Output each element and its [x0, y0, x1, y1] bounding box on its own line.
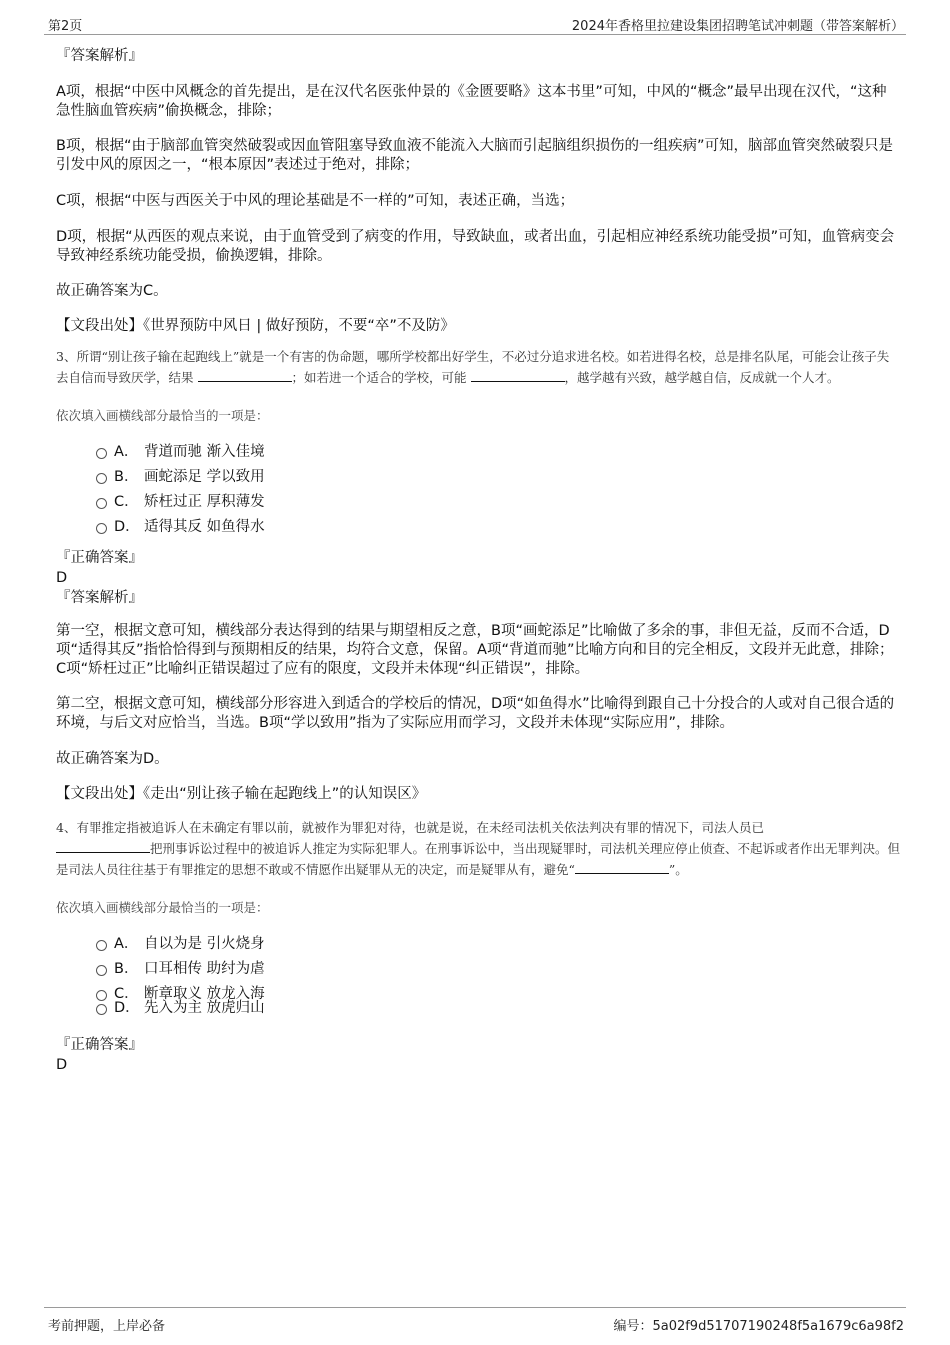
- conclusion: 故正确答案为D。: [56, 751, 169, 767]
- analysis-label: 『答案解析』: [56, 590, 143, 606]
- analysis-paragraph: D项，根据“从西医的观点来说，由于血管受到了病变的作用，导致缺血，或者出血，引起相应神经系统功能受损”可知，血管病变会导致神经系统功能受损，偷换逻辑，排除。: [56, 229, 895, 264]
- analysis-paragraph: C项，根据“中医与西医关于中风的理论基础是不一样的”可知，表述正确，当选；: [56, 193, 575, 209]
- correct-answer: D: [56, 1057, 68, 1073]
- option-c[interactable]: C． 断章取义 放龙入海: [96, 982, 900, 996]
- option-b[interactable]: B． 口耳相传 助纣为虐: [96, 957, 900, 982]
- option-a[interactable]: A． 自以为是 引火烧身: [96, 932, 900, 957]
- radio-circle-icon[interactable]: [96, 498, 107, 509]
- correct-answer-label: 『正确答案』: [56, 1037, 143, 1053]
- radio-circle-icon[interactable]: [96, 473, 107, 484]
- document-content: [56, 42, 900, 1075]
- radio-circle-icon[interactable]: [96, 448, 107, 459]
- options-list: [56, 932, 900, 1021]
- document-code: 编号：5a02f9d51707190248f5a1679c6a98f2: [613, 1319, 904, 1334]
- source-citation: 【文段出处】《走出“别让孩子输在起跑线上”的认知误区》: [56, 786, 427, 802]
- analysis-paragraph: 第二空，根据文意可知，横线部分形容进入到适合的学校后的情况，D项“如鱼得水”比喻得到跟自己十分投合的人或对自己很合适的环境，与后文对应恰当，当选。B项“学以致用”指为了实际应用而学习，文段并未体现“实际应用”，排除。: [56, 696, 895, 731]
- radio-circle-icon[interactable]: [96, 940, 107, 951]
- analysis-paragraph: A项，根据“中医中风概念的首先提出，是在汉代名医张仲景的《金匮要略》这本书里”可知，中风的“概念”最早出现在汉代，“这种急性脑血管疾病”偷换概念，排除；: [56, 84, 887, 119]
- page-number: 第2页: [48, 19, 83, 34]
- option-c[interactable]: C． 矫枉过正 厚积薄发: [96, 490, 900, 515]
- radio-circle-icon[interactable]: [96, 965, 107, 976]
- question-3-stem: 3、所谓“别让孩子输在起跑线上”就是一个有害的伪命题，哪所学校都出好学生，不必过分追求进名校。如若进得名校，总是排名队尾，可能会让孩子失去自信而导致厌学，结果 ；如若进一个适合的学校，可能 ，越学越有兴致，越学越自信，反成就一个人才。: [56, 349, 890, 385]
- correct-answer-label: 『正确答案』: [56, 550, 143, 566]
- option-d[interactable]: D． 先入为主 放虎归山: [96, 996, 900, 1021]
- analysis-paragraph: 第一空，根据文意可知，横线部分表达得到的结果与期望相反之意，B项“画蛇添足”比喻做了多余的事，非但无益，反而不合适，D项“适得其反”指恰恰得到与预期相反的结果，均符合文意，保留。A项“背道而驰”比喻方向和目的完全相反，文段并无此意，排除；C项“矫枉过正”比喻纠正错误超过了应有的限度，文段并未体现“纠正错误”，排除。: [56, 623, 894, 677]
- question-4-stem: 4、有罪推定指被追诉人在未确定有罪以前，就被作为罪犯对待，也就是说，在未经司法机关依法判决有罪的情况下，司法人员已 把刑事诉讼过程中的被追诉人推定为实际犯罪人。在刑事诉讼中，当出现疑罪时，司法机关理应停止侦查、不起诉或者作出无罪判决。但是司法人员往往基于有罪推定的思想不敢或不情愿作出疑罪从无的决定，而是疑罪从有，避免“ ”。: [56, 820, 901, 877]
- options-list: [56, 440, 900, 540]
- conclusion: 故正确答案为C。: [56, 283, 168, 299]
- answer-blank: [56, 840, 150, 853]
- answer-blank: [575, 861, 669, 874]
- analysis-paragraph: B项，根据“由于脑部血管突然破裂或因血管阻塞导致血液不能流入大脑而引起脑组织损伤的一组疾病”可知，脑部血管突然破裂只是引发中风的原因之一，“根本原因”表述过于绝对，排除；: [56, 138, 893, 173]
- page-header: [44, 12, 906, 35]
- option-a[interactable]: A． 背道而驰 渐入佳境: [96, 440, 900, 465]
- source-citation: 【文段出处】《世界预防中风日 | 做好预防，不要“卒”不及防》: [56, 318, 455, 334]
- radio-circle-icon[interactable]: [96, 523, 107, 534]
- footer-slogan: 考前押题，上岸必备: [48, 1319, 166, 1334]
- page-footer: [44, 1307, 906, 1338]
- analysis-label: 『答案解析』: [56, 48, 143, 64]
- answer-blank: [198, 369, 292, 382]
- radio-circle-icon[interactable]: [96, 1004, 107, 1015]
- answer-blank: [471, 369, 565, 382]
- question-hint: 依次填入画横线部分最恰当的一项是：: [56, 408, 269, 423]
- correct-answer: D: [56, 570, 68, 586]
- option-d[interactable]: D． 适得其反 如鱼得水: [96, 515, 900, 540]
- option-b[interactable]: B． 画蛇添足 学以致用: [96, 465, 900, 490]
- document-title: 2024年香格里拉建设集团招聘笔试冲刺题（带答案解析）: [571, 19, 904, 34]
- question-hint: 依次填入画横线部分最恰当的一项是：: [56, 900, 269, 915]
